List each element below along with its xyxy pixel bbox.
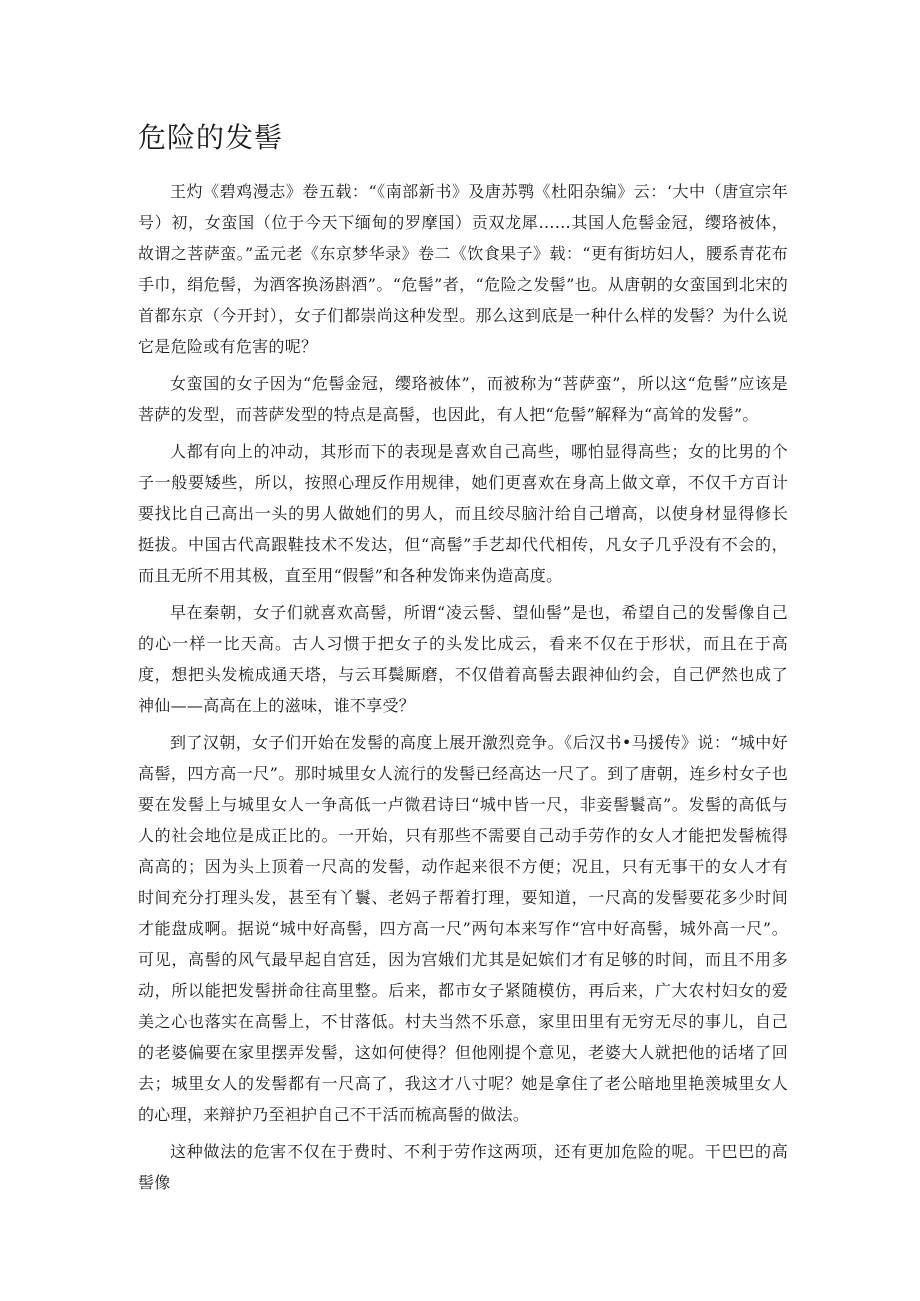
article-title: 危险的发髻 (138, 121, 284, 154)
paragraph-4: 早在秦朝，女子们就喜欢高髻，所谓“凌云髻、望仙髻”是也，希望自己的发髻像自己的心一样一比天高。古人习惯于把女子的头发比成云，看来不仅在于形状，而且在于高度，想把头发梳成通天塔，与云耳鬓厮磨，不仅借着高髻去跟神仙约会，自己俨然也成了神仙——高高在上的滋味，谁不享受？ (138, 603, 788, 715)
document-page (138, 118, 788, 1204)
paragraph-3: 人都有向上的冲动，其形而下的表现是喜欢自己高些，哪怕显得高些；女的比男的个子一般要矮些，所以，按照心理反作用规律，她们更喜欢在身高上做文章，不仅千方百计要找比自己高出一头的男人做她们的男人，而且绞尽脑汁给自己增高，以使身材显得修长挺拔。中国古代高跟鞋技术不发达，但“高髻”手艺却代代相传，凡女子几乎没有不会的，而且无所不用其极，直至用“假髻”和各种发饰来伪造高度。 (138, 442, 788, 585)
paragraph-6: 这种做法的危害不仅在于费时、不利于劳作这两项，还有更加危险的呢。干巴巴的高髻像 (138, 1142, 788, 1192)
paragraph-5: 到了汉朝，女子们开始在发髻的高度上展开激烈竞争。《后汉书•马援传》说：“城中好高髻，四方高一尺”。那时城里女人流行的发髻已经高达一尺了。到了唐朝，连乡村女子也要在发髻上与城里女人一争高低一卢微君诗曰“城中皆一尺，非妾髻鬟高”。发髻的高低与人的社会地位是成正比的。一开始，只有那些不需要自己动手劳作的女人才能把发髻梳得高高的；因为头上顶着一尺高的发髻，动作起来很不方便；况且，只有无事干的女人才有时间充分打理头发，甚至有丫鬟、老妈子帮着打理，要知道，一尺高的发髻要花多少时间才能盘成啊。据说“城中好高髻，四方高一尺”两句本来写作“宫中好高髻，城外高一尺”。可见，高髻的风气最早起自宫廷，因为宫娥们尤其是妃嫔们才有足够的时间，而且不用多动，所以能把发髻拼命往高里整。后来，都市女子紧随模仿，再后来，广大农村妇女的爱美之心也落实在高髻上，不甘落低。村夫当然不乐意，家里田里有无穷无尽的事儿，自己的老婆偏要在家里摆弄发髻，这如何使得？但他刚提个意见，老婆大人就把他的话堵了回去；城里女人的发髻都有一尺高了，我这才八寸呢？她是拿住了老公暗地里艳羡城里女人的心理，来辩护乃至袒护自己不干活而梳高髻的做法。 (138, 733, 788, 1124)
paragraph-1: 王灼《碧鸡漫志》卷五载：“《南部新书》及唐苏鹗《杜阳杂编》云：‘大中（唐宣宗年号）初，女蛮国（位于今天下缅甸的罗摩国）贡双龙犀……其国人危髻金冠，缨珞被体，故谓之菩萨蛮。”孟元老《东京梦华录》卷二《饮食果子》载：“更有街坊妇人，腰系青花布手巾，绢危髻，为酒客换汤斟酒”。“危髻”者，“危险之发髻”也。从唐朝的女蛮国到北宋的首都东京（今开封），女子们都崇尚这种发型。那么这到底是一种什么样的发髻？为什么说它是危险或有危害的呢？ (138, 182, 788, 356)
paragraph-2: 女蛮国的女子因为“危髻金冠，缨珞被体”，而被称为“菩萨蛮”，所以这“危髻”应该是菩萨的发型，而菩萨发型的特点是高髻，也因此，有人把“危髻”解释为“高耸的发髻”。 (138, 374, 788, 424)
